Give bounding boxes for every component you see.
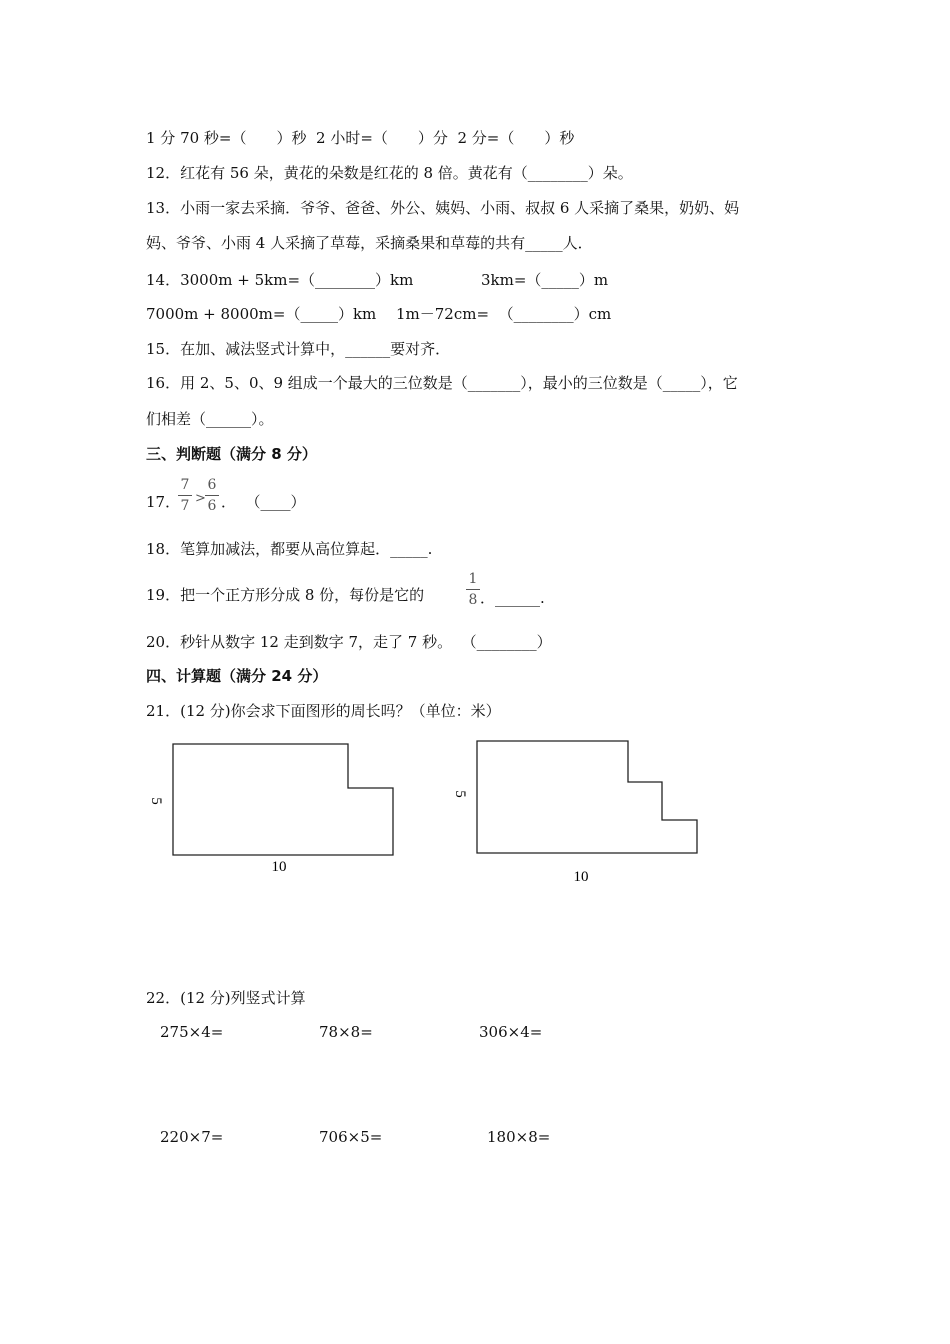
fraction-bar — [466, 589, 480, 590]
calc-item: 180×8= — [487, 1128, 551, 1146]
q13-line2: 妈、爷爷、小雨 4 人采摘了草莓，采摘桑果和草莓的共有_____人． — [146, 234, 593, 252]
q14-part1: 14．3000m + 5km=（________）km — [146, 271, 414, 289]
figure-1-side-label: 5 — [148, 797, 164, 805]
calc-item: 275×4= — [160, 1023, 224, 1041]
q19-suffix: ．______. — [480, 589, 545, 607]
q22-vertical-calculation: 22．(12 分)列竖式计算 — [146, 989, 306, 1007]
q17-operator: > — [195, 491, 206, 506]
q17-right-numerator: 6 — [207, 477, 217, 493]
q19-prefix: 19．把一个正方形分成 8 份，每份是它的 — [146, 586, 425, 604]
q14-part4: 1m－72cm= （________）cm — [396, 305, 612, 323]
q16-line2: 们相差（______）。 — [146, 410, 274, 428]
figure-2-bottom-label: 10 — [573, 869, 589, 885]
figure-2-side-label: 5 — [452, 790, 468, 798]
q14-part2: 3km=（_____）m — [481, 271, 609, 289]
q17-suffix: ． （____） — [221, 493, 306, 511]
calc-item: 306×4= — [479, 1023, 543, 1041]
q16-line1: 16．用 2、5、0、9 组成一个最大的三位数是（_______），最小的三位数是（_____），它 — [146, 374, 738, 392]
section-3-heading: 三、判断题（满分 8 分） — [146, 445, 317, 463]
q17-right-denominator: 6 — [207, 498, 217, 514]
q11-time-conversion: 1 分 70 秒=（ ）秒 2 小时=（ ）分 2 分=（ ）秒 — [146, 129, 575, 147]
figure-1-bottom-label: 10 — [271, 859, 287, 875]
figure-2-shape — [477, 741, 697, 853]
q17-left-denominator: 7 — [180, 498, 190, 514]
section-4-heading: 四、计算题（满分 24 分） — [146, 667, 328, 685]
q17-fraction-right — [205, 476, 219, 515]
calc-item: 706×5= — [319, 1128, 383, 1146]
fraction-bar — [205, 495, 219, 496]
fraction-bar — [178, 495, 192, 496]
perimeter-figures — [0, 735, 950, 895]
q14-part3: 7000m + 8000m=（_____）km — [146, 305, 377, 323]
q17-prefix: 17． — [146, 493, 181, 511]
q13-line1: 13．小雨一家去采摘．爷爷、爸爸、外公、姨妈、小雨、叔叔 6 人采摘了桑果，奶奶、妈 — [146, 199, 740, 217]
q18-written-arithmetic: 18．笔算加减法，都要从高位算起．_____. — [146, 540, 433, 558]
q12-flowers: 12．红花有 56 朵，黄花的朵数是红花的 8 倍。黄花有（________）朵。 — [146, 164, 633, 182]
q17-fraction-left — [178, 476, 192, 515]
calc-item: 78×8= — [319, 1023, 373, 1041]
q19-numerator: 1 — [468, 571, 478, 587]
figure-1-shape — [173, 744, 393, 855]
calc-item: 220×7= — [160, 1128, 224, 1146]
q19-fraction — [466, 570, 480, 609]
q21-perimeter: 21．(12 分)你会求下面图形的周长吗？（单位：米） — [146, 702, 501, 720]
q15-alignment: 15．在加、减法竖式计算中，______要对齐． — [146, 340, 451, 358]
q19-denominator: 8 — [468, 592, 478, 608]
q20-second-hand: 20．秒针从数字 12 走到数字 7，走了 7 秒。 （________） — [146, 633, 552, 651]
q17-left-numerator: 7 — [180, 477, 190, 493]
